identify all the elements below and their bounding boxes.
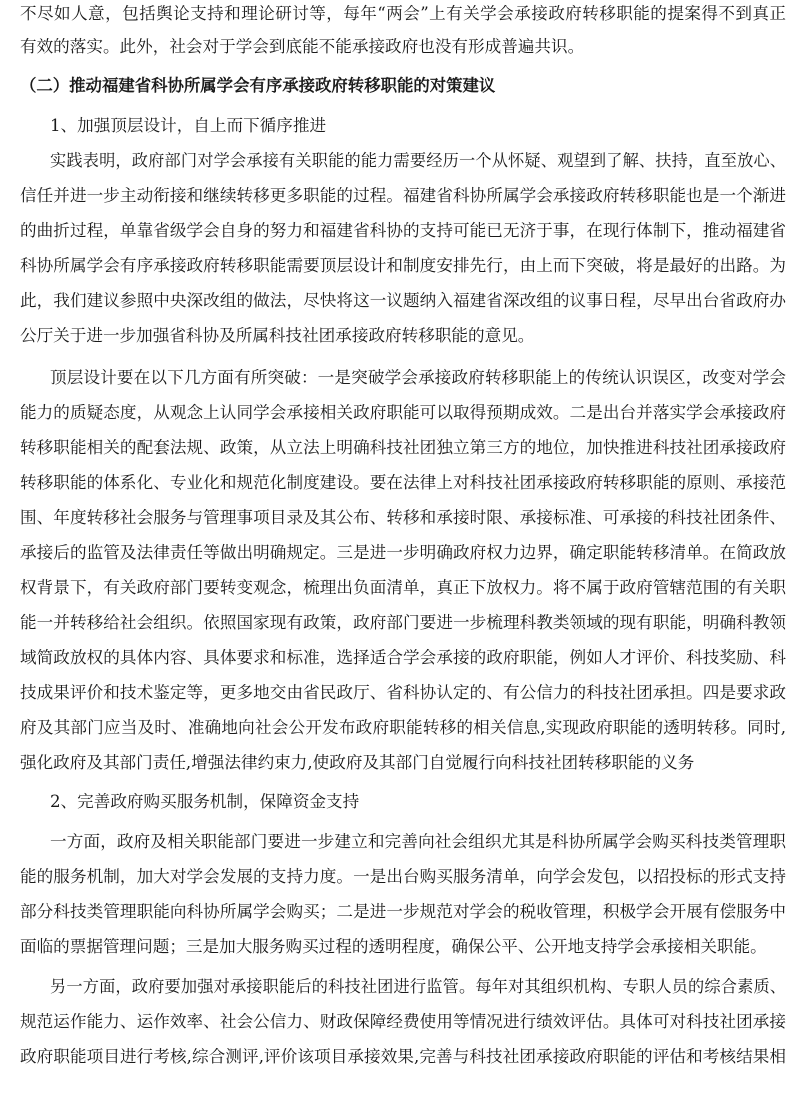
paragraph-line: 另一方面，政府要加强对承接职能后的科技社团进行监管。每年对其组织机构、专职人员的综合素质、 <box>50 977 786 996</box>
paragraph-line: 技成果评价和技术鉴定等，更多地交由省民政厅、省科协认定的、有公信力的科技社团承担。四是要求政 <box>20 683 786 702</box>
paragraph-line: 能的服务机制，加大对学会发展的支持力度。一是出台购买服务清单，向学会发包，以招投标的形式支持 <box>20 867 786 886</box>
paragraph-line: 政府职能项目进行考核,综合测评,评价该项目承接效果,完善与科技社团承接政府职能的评估和考核结果相 <box>20 1047 786 1066</box>
paragraph-line: 有效的落实。此外，社会对于学会到底能不能承接政府也没有形成普遍共识。 <box>20 37 585 56</box>
paragraph-line: 强化政府及其部门责任,增强法律约束力,使政府及其部门自觉履行向科技社团转移职能的义务 <box>20 753 695 772</box>
paragraph-line: 能一并转移给社会组织。依照国家现有政策，政府部门要进一步梳理科教类领域的现有职能，明确科教领 <box>20 613 786 632</box>
paragraph-line: 权背景下，有关政府部门要转变观念，梳理出负面清单，真正下放权力。将不属于政府管辖范围的有关职 <box>20 578 786 597</box>
paragraph-line: 面临的票据管理问题；三是加大服务购买过程的透明程度，确保公平、公开地支持学会承接相关职能。 <box>20 937 767 956</box>
paragraph-line: 围、年度转移社会服务与管理事项目录及其公布、转移和承接时限、承接标准、可承接的科技社团条件、 <box>20 508 786 527</box>
paragraph-line: 转移职能的体系化、专业化和规范化制度建设。要在法律上对科技社团承接政府转移职能的原则、承接范 <box>20 473 786 492</box>
paragraph-line: 信任并进一步主动衔接和继续转移更多职能的过程。福建省科协所属学会承接政府转移职能也是一个渐进 <box>20 186 786 205</box>
paragraph-line: 一方面，政府及相关职能部门要进一步建立和完善向社会组织尤其是科协所属学会购买科技类管理职 <box>50 832 786 851</box>
paragraph-line: 此，我们建议参照中央深改组的做法，尽快将这一议题纳入福建省深改组的议事日程，尽早出台省政府办 <box>20 291 786 310</box>
paragraph-line: 域简政放权的具体内容、具体要求和标准，选择适合学会承接的政府职能，例如人才评价、科技奖励、科 <box>20 648 786 667</box>
paragraph-line: 规范运作能力、运作效率、社会公信力、财政保障经费使用等情况进行绩效评估。具体可对科技社团承接 <box>20 1012 786 1031</box>
subsection-heading: 2、完善政府购买服务机制，保障资金支持 <box>50 792 360 811</box>
paragraph-line: 部分科技类管理职能向科协所属学会购买；二是进一步规范对学会的税收管理，积极学会开展有偿服务中 <box>20 902 786 921</box>
paragraph-line: 顶层设计要在以下几方面有所突破：一是突破学会承接政府转移职能上的传统认识误区，改变对学会 <box>50 368 786 387</box>
paragraph-line: 公厅关于进一步加强省科协及所属科技社团承接政府转移职能的意见。 <box>20 326 535 345</box>
paragraph-line: 能力的质疑态度，从观念上认同学会承接相关政府职能可以取得预期成效。二是出台并落实学会承接政府 <box>20 403 786 422</box>
paragraph-line: 的曲折过程，单靠省级学会自身的努力和福建省科协的支持可能已无济于事，在现行体制下，推动福建省 <box>20 221 786 240</box>
paragraph-line: 科协所属学会有序承接政府转移职能需要顶层设计和制度安排先行，由上而下突破，将是最好的出路。为 <box>20 256 786 275</box>
paragraph-line: 不尽如人意，包括舆论支持和理论研讨等，每年“两会”上有关学会承接政府转移职能的提案得不到真正 <box>20 4 786 23</box>
paragraph-line: 转移职能相关的配套法规、政策，从立法上明确科技社团独立第三方的地位，加快推进科技社团承接政府 <box>20 438 786 457</box>
paragraph-line: 实践表明，政府部门对学会承接有关职能的能力需要经历一个从怀疑、观望到了解、扶持，直至放心、 <box>50 151 786 170</box>
paragraph-line: 府及其部门应当及时、准确地向社会公开发布政府职能转移的相关信息,实现政府职能的透明转移。同时, <box>20 718 786 737</box>
section-heading: （二）推动福建省科协所属学会有序承接政府转移职能的对策建议 <box>20 76 496 95</box>
paragraph-line: 承接后的监管及法律责任等做出明确规定。三是进一步明确政府权力边界，确定职能转移清单。在简政放 <box>20 543 786 562</box>
subsection-heading: 1、加强顶层设计，自上而下循序推进 <box>50 116 327 135</box>
